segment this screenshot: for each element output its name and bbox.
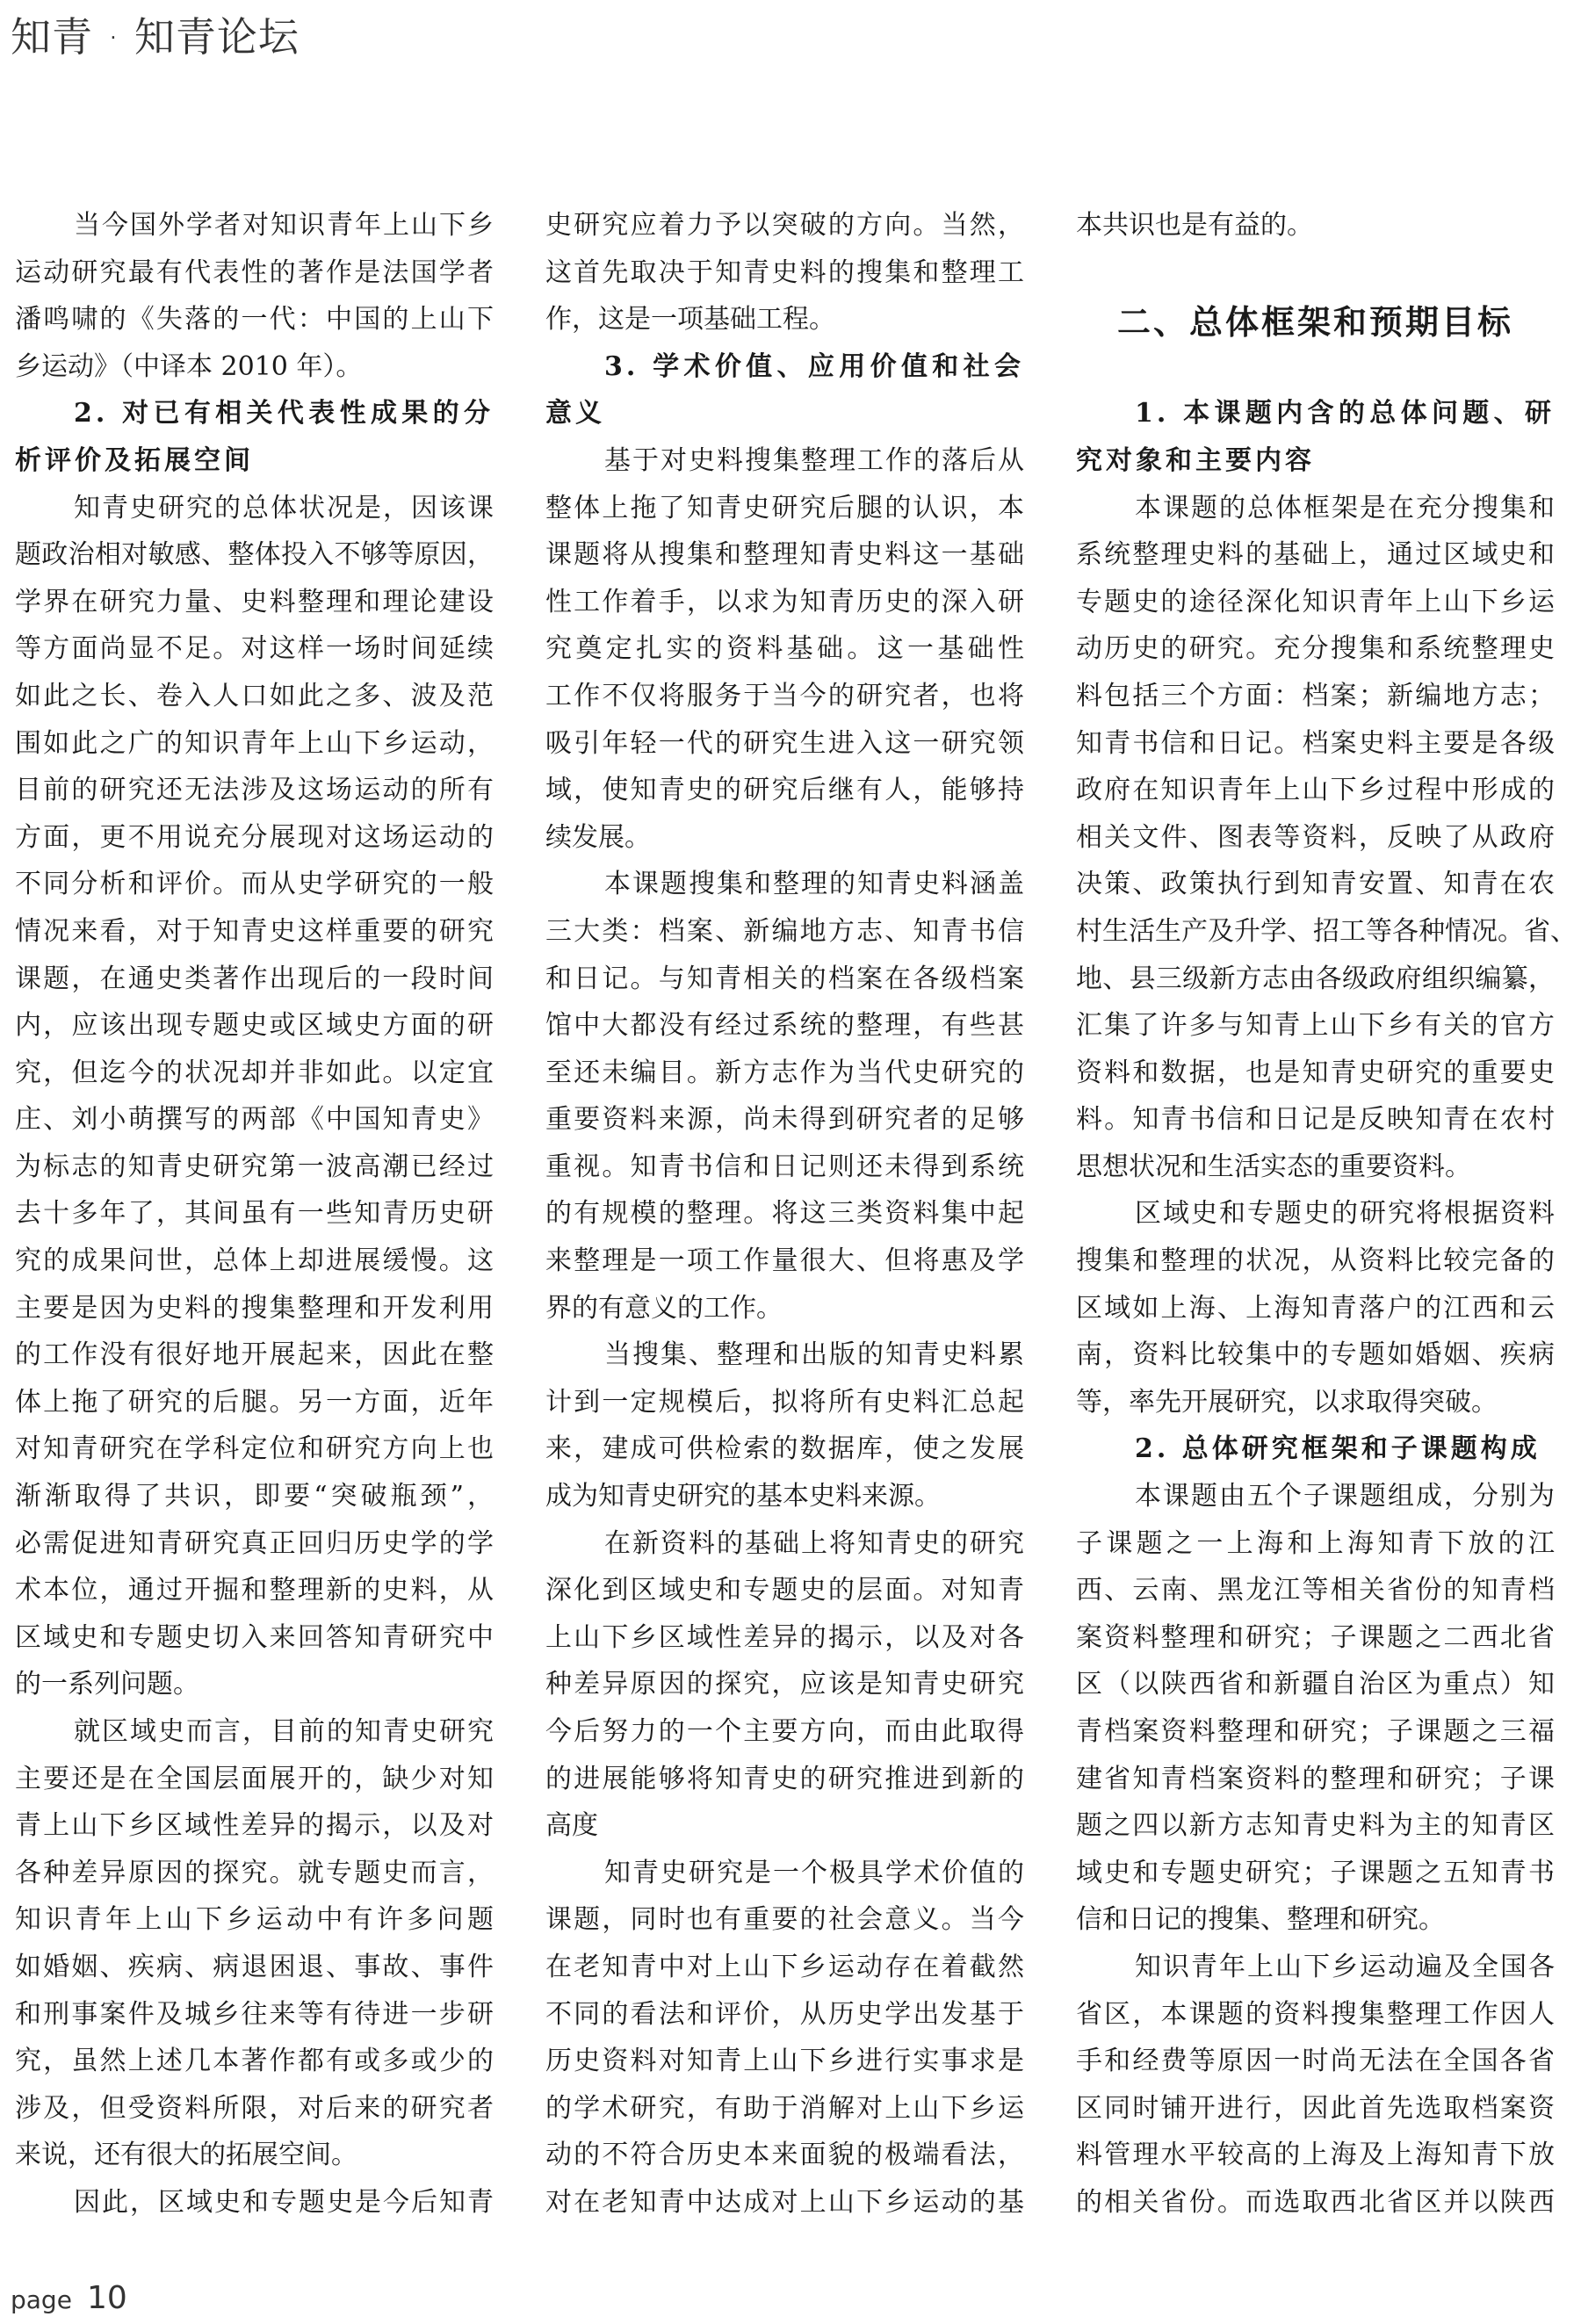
- text-line: 的一系列问题。: [15, 1669, 199, 1700]
- text-line: 内，应该出现专题史或区域史方面的研: [15, 1010, 494, 1042]
- text-line: 性工作着手，以求为知青历史的深入研: [545, 586, 1024, 617]
- text-line: 汇集了许多与知青上山下乡有关的官方: [1076, 1010, 1555, 1042]
- text-line: 专题史的途径深化知识青年上山下乡运: [1076, 586, 1555, 617]
- text-line: 资料和数据，也是知青史研究的重要史: [1076, 1057, 1555, 1088]
- text-line: 意义: [545, 398, 605, 429]
- text-line: 这首先取决于知青史料的搜集和整理工: [545, 256, 1024, 288]
- text-column-left: [15, 202, 494, 2227]
- text-line: 2. 总体研究框架和子课题构成: [1135, 1433, 1541, 1465]
- text-line: 本课题的总体框架是在充分搜集和: [1135, 492, 1555, 523]
- text-line: 乡运动》（中译本 2010 年）。: [15, 350, 363, 382]
- text-line: 去十多年了，其间虽有一些知青历史研: [15, 1198, 494, 1230]
- text-line: 信和日记的搜集、整理和研究。: [1076, 1904, 1445, 1936]
- text-column-middle: [545, 202, 1024, 2227]
- text-line: 系统整理史料的基础上，通过区域史和: [1076, 539, 1555, 571]
- text-line: 主要是因为史料的搜集整理和开发利用: [15, 1292, 494, 1324]
- text-line: 料管理水平较高的上海及上海知青下放: [1076, 2140, 1555, 2171]
- text-line: 域，使知青史的研究后继有人，能够持: [545, 775, 1024, 806]
- text-line: 西、云南、黑龙江等相关省份的知青档: [1076, 1575, 1555, 1606]
- text-line: 知识青年上山下乡运动遍及全国各: [1135, 1951, 1555, 1982]
- text-line: 今后努力的一个主要方向，而由此取得: [545, 1716, 1024, 1747]
- text-line: 料。知青书信和日记是反映知青在农村: [1076, 1104, 1555, 1136]
- text-line: 和日记。与知青相关的档案在各级档案: [545, 963, 1024, 994]
- text-line: 在老知青中对上山下乡运动存在着截然: [545, 1951, 1024, 1982]
- paragraph: [1076, 1190, 1555, 1425]
- text-line: 术本位，通过开掘和整理新的史料，从: [15, 1575, 494, 1606]
- text-line: 本课题搜集和整理的知青史料涵盖: [604, 869, 1024, 900]
- text-line: 知青史研究的总体状况是，因该课: [74, 492, 494, 523]
- text-line: 重视。知青书信和日记则还未得到系统: [545, 1151, 1024, 1182]
- text-line: 的学术研究，有助于消解对上山下乡运: [545, 2092, 1024, 2124]
- text-line: 种差异原因的探究，应该是知青史研究: [545, 1669, 1024, 1700]
- text-line: 思想状况和生活实态的重要资料。: [1076, 1151, 1471, 1182]
- text-line: 就区域史而言，目前的知青史研究: [74, 1716, 494, 1747]
- text-line: 课题将从搜集和整理知青史料这一基础: [545, 539, 1024, 571]
- text-line: 本课题由五个子课题组成，分别为: [1135, 1481, 1555, 1512]
- text-line: 三大类：档案、新编地方志、知青书信: [545, 915, 1024, 947]
- text-line: 决策、政策执行到知青安置、知青在农: [1076, 869, 1555, 900]
- text-line: 料包括三个方面：档案；新编地方志；: [1076, 680, 1555, 711]
- text-line: 庄、刘小萌撰写的两部《中国知青史》: [15, 1104, 494, 1136]
- text-line: 本共识也是有益的。: [1076, 210, 1313, 241]
- text-line: 青上山下乡区域性差异的揭示，以及对: [15, 1810, 494, 1842]
- text-line: 域史和专题史研究；子课题之五知青书: [1076, 1857, 1555, 1888]
- text-line: 当今国外学者对知识青年上山下乡: [74, 210, 494, 241]
- paragraph: [545, 1520, 1024, 1850]
- text-line: 作，这是一项基础工程。: [545, 304, 835, 336]
- text-line: 析评价及拓展空间: [15, 444, 254, 476]
- text-line: 在新资料的基础上将知青史的研究: [604, 1527, 1024, 1559]
- text-line: 的有规模的整理。将这三类资料集中起: [545, 1198, 1024, 1230]
- text-line: 上山下乡区域性差异的揭示，以及对各: [545, 1621, 1024, 1653]
- paragraph: [1076, 1473, 1555, 1944]
- text-line: 的相关省份。而选取西北省区并以陕西: [1076, 2186, 1555, 2218]
- paragraph: [545, 1850, 1024, 2227]
- text-line: 历史资料对知青上山下乡进行实事求是: [545, 2046, 1024, 2077]
- text-line: 区域史和专题史切入来回答知青研究中: [15, 1621, 494, 1653]
- text-line: 如婚姻、疾病、病退困退、事故、事件: [15, 1951, 494, 1982]
- section-heading: [1076, 249, 1555, 391]
- text-line: 课题，同时也有重要的社会意义。当今: [545, 1904, 1024, 1936]
- text-line: 成为知青史研究的基本史料来源。: [545, 1481, 941, 1512]
- text-line: 目前的研究还无法涉及这场运动的所有: [15, 775, 494, 806]
- text-line: 和刑事案件及城乡往来等有待进一步研: [15, 1998, 494, 2030]
- text-line: 整体上拖了知青史研究后腿的认识，本: [545, 492, 1024, 523]
- subsection-heading: [1076, 1425, 1555, 1473]
- text-line: 来整理是一项工作量很大、但将惠及学: [545, 1245, 1024, 1277]
- text-line: 究，但迄今的状况却并非如此。以定宜: [15, 1057, 494, 1088]
- text-line: 3. 学术价值、应用价值和社会: [604, 350, 1024, 382]
- text-line: 如此之长、卷入人口如此之多、波及范: [15, 680, 494, 711]
- text-line: 史研究应着力予以突破的方向。当然，: [545, 210, 1024, 241]
- text-line: 题政治相对敏感、整体投入不够等原因，: [15, 539, 494, 571]
- paragraph: [15, 1708, 494, 2179]
- paragraph: [15, 202, 494, 390]
- text-line: 课题，在通史类著作出现后的一段时间: [15, 963, 494, 994]
- text-line: 渐渐取得了共识，即要“突破瓶颈”，: [15, 1481, 494, 1512]
- text-line: 至还未编目。新方志作为当代史研究的: [545, 1057, 1024, 1088]
- text-line: 题之四以新方志知青史料为主的知青区: [1076, 1810, 1555, 1842]
- text-line: 青档案资料整理和研究；子课题之三福: [1076, 1716, 1555, 1748]
- text-line: 知青史研究是一个极具学术价值的: [604, 1857, 1024, 1888]
- text-line: 1. 本课题内含的总体问题、研: [1135, 398, 1555, 429]
- text-line: 运动研究最有代表性的著作是法国学者: [15, 256, 494, 288]
- text-line: 的进展能够将知青史的研究推进到新的: [545, 1763, 1024, 1794]
- paragraph: [1076, 202, 1555, 249]
- text-line: 计到一定规模后，拟将所有史料汇总起: [545, 1386, 1024, 1418]
- text-line: 南，资料比较集中的专题如婚姻、疾病: [1076, 1339, 1555, 1371]
- text-line: 工作不仅将服务于当今的研究者，也将: [545, 680, 1024, 711]
- text-line: 区同时铺开进行，因此首先选取档案资: [1076, 2092, 1555, 2124]
- text-line: 围如此之广的知识青年上山下乡运动，: [15, 727, 494, 759]
- running-head-title: 知青 · 知青论坛: [11, 13, 300, 61]
- text-line: 为标志的知青史研究第一波高潮已经过: [15, 1151, 494, 1182]
- text-line: 主要还是在全国层面展开的，缺少对知: [15, 1763, 494, 1794]
- text-line: 动的不符合历史本来面貌的极端看法，: [545, 2140, 1024, 2171]
- text-line: 究的成果问世，总体上却进展缓慢。这: [15, 1245, 494, 1277]
- text-line: 知识青年上山下乡运动中有许多问题: [15, 1904, 494, 1936]
- text-line: 的工作没有很好地开展起来，因此在整: [15, 1339, 494, 1371]
- paragraph: [15, 2179, 494, 2227]
- text-line: 等方面尚显不足。对这样一场时间延续: [15, 633, 494, 665]
- paragraph: [1076, 485, 1577, 1191]
- paragraph: [545, 861, 1024, 1332]
- text-line: 相关文件、图表等资料，反映了从政府: [1076, 821, 1555, 853]
- text-line: 区域如上海、上海知青落户的江西和云: [1076, 1292, 1555, 1324]
- subsection-heading: [1076, 390, 1555, 484]
- paragraph: [1076, 1944, 1555, 2227]
- paragraph: [15, 485, 494, 1708]
- text-line: 省区，本课题的资料搜集整理工作因人: [1076, 1998, 1555, 2030]
- text-line: 政府在知识青年上山下乡过程中形成的: [1076, 775, 1555, 806]
- subsection-heading: [15, 390, 494, 484]
- text-line: 区域史和专题史的研究将根据资料: [1135, 1198, 1555, 1230]
- paragraph: [545, 202, 1024, 343]
- text-line: 必需促进知青研究真正回归历史学的学: [15, 1527, 494, 1559]
- text-line: 等，率先开展研究，以求取得突破。: [1076, 1386, 1498, 1418]
- text-line: 2. 对已有相关代表性成果的分: [74, 398, 494, 429]
- text-line: 区（以陕西省和新疆自治区为重点）知: [1076, 1669, 1555, 1700]
- page-label: page: [11, 2285, 72, 2314]
- text-line: 续发展。: [545, 821, 651, 853]
- section-heading-text: 二、总体框架和预期目标: [1116, 303, 1513, 343]
- text-line: 吸引年轻一代的研究生进入这一研究领: [545, 727, 1024, 759]
- text-line: 潘鸣啸的《失落的一代：中国的上山下: [15, 304, 494, 336]
- text-line: 深化到区域史和专题史的层面。对知青: [545, 1575, 1024, 1606]
- text-line: 高度: [545, 1810, 598, 1842]
- text-line: 对知青研究在学科定位和研究方向上也: [15, 1433, 494, 1465]
- text-line: 方面，更不用说充分展现对这场运动的: [15, 821, 494, 853]
- text-line: 基于对史料搜集整理工作的落后从: [604, 444, 1024, 476]
- text-column-right: [1076, 202, 1577, 2227]
- text-line: 学界在研究力量、史料整理和理论建设: [15, 586, 494, 617]
- text-line: 知青书信和日记。档案史料主要是各级: [1076, 727, 1555, 759]
- text-line: 子课题之一上海和上海知青下放的江: [1076, 1527, 1555, 1559]
- text-line: 地、县三级新方志由各级政府组织编纂，: [1076, 963, 1555, 994]
- text-line: 当搜集、整理和出版的知青史料累: [604, 1339, 1024, 1371]
- paragraph: [545, 1332, 1024, 1519]
- text-line: 馆中大都没有经过系统的整理，有些甚: [545, 1010, 1024, 1042]
- text-line: 建省知青档案资料的整理和研究；子课: [1076, 1763, 1555, 1794]
- text-line: 情况来看，对于知青史这样重要的研究: [15, 915, 494, 947]
- page-footer: [11, 2280, 127, 2316]
- text-line: 不同的看法和评价，从历史学出发基于: [545, 1998, 1024, 2030]
- text-line: 来说，还有很大的拓展空间。: [15, 2140, 357, 2171]
- text-line: 涉及，但受资料所限，对后来的研究者: [15, 2092, 494, 2124]
- text-line: 重要资料来源，尚未得到研究者的足够: [545, 1104, 1024, 1136]
- text-line: 村生活生产及升学、招工等各种情况。省、: [1076, 915, 1577, 947]
- subsection-heading: [545, 343, 1024, 437]
- text-line: 对在老知青中达成对上山下乡运动的基: [545, 2186, 1024, 2218]
- text-line: 界的有意义的工作。: [545, 1292, 783, 1324]
- text-line: 来，建成可供检索的数据库，使之发展: [545, 1433, 1024, 1465]
- text-line: 案资料整理和研究；子课题之二西北省: [1076, 1621, 1555, 1653]
- text-line: 因此，区域史和专题史是今后知青: [74, 2186, 494, 2218]
- text-line: 究，虽然上述几本著作都有或多或少的: [15, 2046, 494, 2077]
- text-line: 各种差异原因的探究。就专题史而言，: [15, 1857, 494, 1888]
- paragraph: [545, 437, 1024, 861]
- text-line: 搜集和整理的状况，从资料比较完备的: [1076, 1245, 1555, 1277]
- text-line: 动历史的研究。充分搜集和系统整理史: [1076, 633, 1555, 665]
- text-line: 不同分析和评价。而从史学研究的一般: [15, 869, 494, 900]
- text-line: 手和经费等原因一时尚无法在全国各省: [1076, 2046, 1555, 2077]
- page-number: 10: [87, 2280, 127, 2316]
- text-line: 究奠定扎实的资料基础。这一基础性: [545, 633, 1024, 665]
- text-line: 究对象和主要内容: [1076, 444, 1315, 476]
- text-line: 体上拖了研究的后腿。另一方面，近年: [15, 1386, 494, 1418]
